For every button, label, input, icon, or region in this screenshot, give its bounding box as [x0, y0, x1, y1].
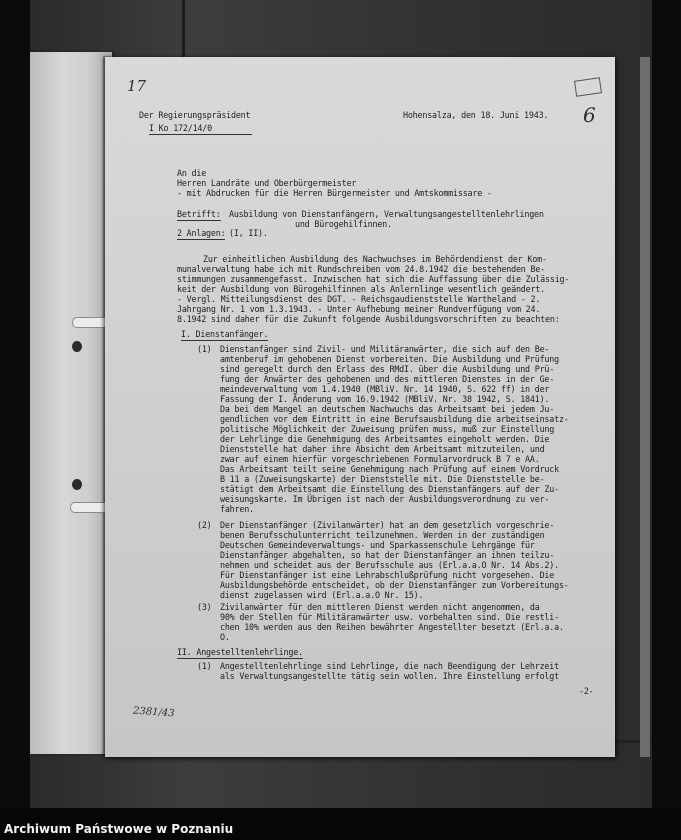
- box-seam: [182, 0, 185, 60]
- intro-line: munalverwaltung habe ich mit Rundschreiben vom 24.8.1942 die bestehenden Be-: [177, 264, 546, 274]
- body-line: fung der Anwärter des gehobenen und des mittleren Dienstes in der Ge-: [220, 374, 555, 384]
- recipient-line: Herren Landräte und Oberbürgermeister: [177, 178, 357, 188]
- body-line: Dienstanfänger abgehalten, so hat der Dienstanfänger an ihnen teilzu-: [220, 550, 555, 560]
- attachments-label: 2 Anlagen:: [177, 228, 226, 238]
- page-continuation: -2-: [579, 686, 594, 696]
- body-line: Für Dienstanfänger ist eine Lehrabschlußprüfung nicht vorgesehen. Die: [220, 570, 555, 580]
- body-line: benen Berufsschulunterricht teilzunehmen. Werden in der zuständigen: [220, 530, 545, 540]
- intro-line: Zur einheitlichen Ausbildung des Nachwuchses im Behördendienst der Kom-: [203, 254, 547, 264]
- item-number: (3): [197, 602, 212, 612]
- intro-line: Jahrgang Nr. 1 vom 1.3.1943. - Unter Aufhebung meiner Rundverfügung vom 24.: [177, 304, 541, 314]
- body-line: Dienststelle hat daher ihre Absicht dem Arbeitsamt mitzuteilen, und: [220, 444, 545, 454]
- intro-line: keit der Ausbildung von Bürogehilfinnen als Anlernlinge wesentlich geändert.: [177, 284, 546, 294]
- body-line: der Lehrlinge die Genehmigung des Arbeitsamtes eingeholt werden. Die: [220, 434, 550, 444]
- intro-line: 8.1942 sind daher für die Zukunft folgende Ausbildungsvorschriften zu beachten:: [177, 314, 560, 324]
- subject-label: Betrifft:: [177, 209, 221, 219]
- archive-name: Archiwum Państwowe w Poznaniu: [4, 822, 234, 836]
- punch-hole: [72, 479, 82, 490]
- item-number: (2): [197, 520, 212, 530]
- intro-line: - Vergl. Mitteilungsdienst des DGT. - Reichsgaudienststelle Wartheland - 2.: [177, 294, 541, 304]
- file-number: I Ko 172/14/0: [149, 123, 252, 135]
- subject-text: und Bürogehilfinnen.: [295, 219, 392, 229]
- archive-footer: [0, 808, 681, 840]
- attachments-value: (I, II).: [229, 228, 268, 238]
- body-line: weisungskarte. Im Übrigen ist nach der Ausbildungsverordnung zu ver-: [220, 494, 550, 504]
- body-line: politische Möglichkeit der Zuweisung prüfen muss, muß zur Einstellung: [220, 424, 555, 434]
- body-line: O.: [220, 632, 230, 642]
- body-line: nehmen und scheidet aus der Berufsschule aus (Erl.a.a.O Nr. 14 Abs.2).: [220, 560, 559, 570]
- item-number: (1): [197, 661, 212, 671]
- recipient-line: - mit Abdrucken für die Herren Bürgermeister und Amtskommissare -: [177, 188, 492, 198]
- body-line: stätigt dem Arbeitsamt die Einstellung des Dienstanfängers auf der Zu-: [220, 484, 559, 494]
- section-heading: II. Angestelltenlehrlinge.: [177, 647, 303, 657]
- letter-page: [105, 57, 615, 757]
- section-heading: I. Dienstanfänger.: [181, 329, 269, 339]
- pencil-mark-top: 17: [127, 77, 147, 95]
- page-stack-edge: [640, 57, 650, 757]
- body-line: zwar auf einem hierfür vorgeschriebenen Formularvordruck B 7 e AA.: [220, 454, 540, 464]
- authority-header: Der Regierungspräsident: [139, 110, 251, 120]
- item-number: (1): [197, 344, 212, 354]
- body-line: meindeverwaltung vom 1.4.1940 (MBliV. Nr. 14 1940, S. 622 ff) in der: [220, 384, 550, 394]
- body-line: Angestelltenlehrlinge sind Lehrlinge, die nach Beendigung der Lehrzeit: [220, 661, 559, 671]
- place-date: Hohensalza, den 18. Juni 1943.: [403, 110, 549, 120]
- punch-hole: [72, 341, 82, 352]
- folder-cover: [30, 52, 112, 754]
- body-line: gendlichen vor dem Eintritt in eine Berufsausbildung die arbeitseinsatz-: [220, 414, 569, 424]
- body-line: dienst zugelassen wird (Erl.a.a.O Nr. 15).: [220, 590, 424, 600]
- body-line: fahren.: [220, 504, 254, 514]
- intro-line: stimmungen zusammengefasst. Inzwischen hat sich die Auffassung über die Zulässig-: [177, 274, 570, 284]
- body-line: chen 10% werden aus den Reihen bewährter Angestellter besetzt (Erl.a.a.: [220, 622, 564, 632]
- body-line: amtenberuf im gehobenen Dienst vorbereiten. Die Ausbildung und Prüfung: [220, 354, 559, 364]
- folio-number: 6: [583, 103, 596, 127]
- body-line: Deutschen Gemeindeverwaltungs- und Sparkassenschule Lehrgänge für: [220, 540, 535, 550]
- body-line: Das Arbeitsamt teilt seine Genehmigung nach Prüfung auf einem Vordruck: [220, 464, 559, 474]
- body-line: Fassung der I. Änderung vom 16.9.1942 (MBliV. Nr. 38 1942, S. 1841).: [220, 394, 550, 404]
- corner-stamp: [574, 77, 602, 96]
- body-line: Zivilanwärter für den mittleren Dienst werden nicht angenommen, da: [220, 602, 540, 612]
- body-line: Ausbildungsbehörde entscheidet, ob der Dienstanfänger zum Vorbereitungs-: [220, 580, 569, 590]
- recipient-line: An die: [177, 168, 207, 178]
- body-line: 90% der Stellen für Militäranwärter usw. vorbehalten sind. Die restli-: [220, 612, 559, 622]
- body-line: sind geregelt durch den Erlass des RMdI. über die Ausbildung und Prü-: [220, 364, 555, 374]
- body-line: Da bei dem Mangel an deutschem Nachwuchs das Arbeitsamt bei jedem Ju-: [220, 404, 555, 414]
- body-line: Der Dienstanfänger (Zivilanwärter) hat an dem gesetzlich vorgeschrie-: [220, 520, 555, 530]
- body-line: als Verwaltungsangestellte tätig sein wollen. Ihre Einstellung erfolgt: [220, 671, 559, 681]
- body-line: Dienstanfänger sind Zivil- und Militäranwärter, die sich auf den Be-: [220, 344, 550, 354]
- subject-text: Ausbildung von Dienstanfängern, Verwaltungsangestelltenlehrlingen: [229, 209, 544, 219]
- body-line: B 11 a (Zuweisungskarte) der Dienststelle mit. Die Dienststelle be-: [220, 474, 545, 484]
- pencil-mark-bottom: 2381/43: [132, 705, 175, 720]
